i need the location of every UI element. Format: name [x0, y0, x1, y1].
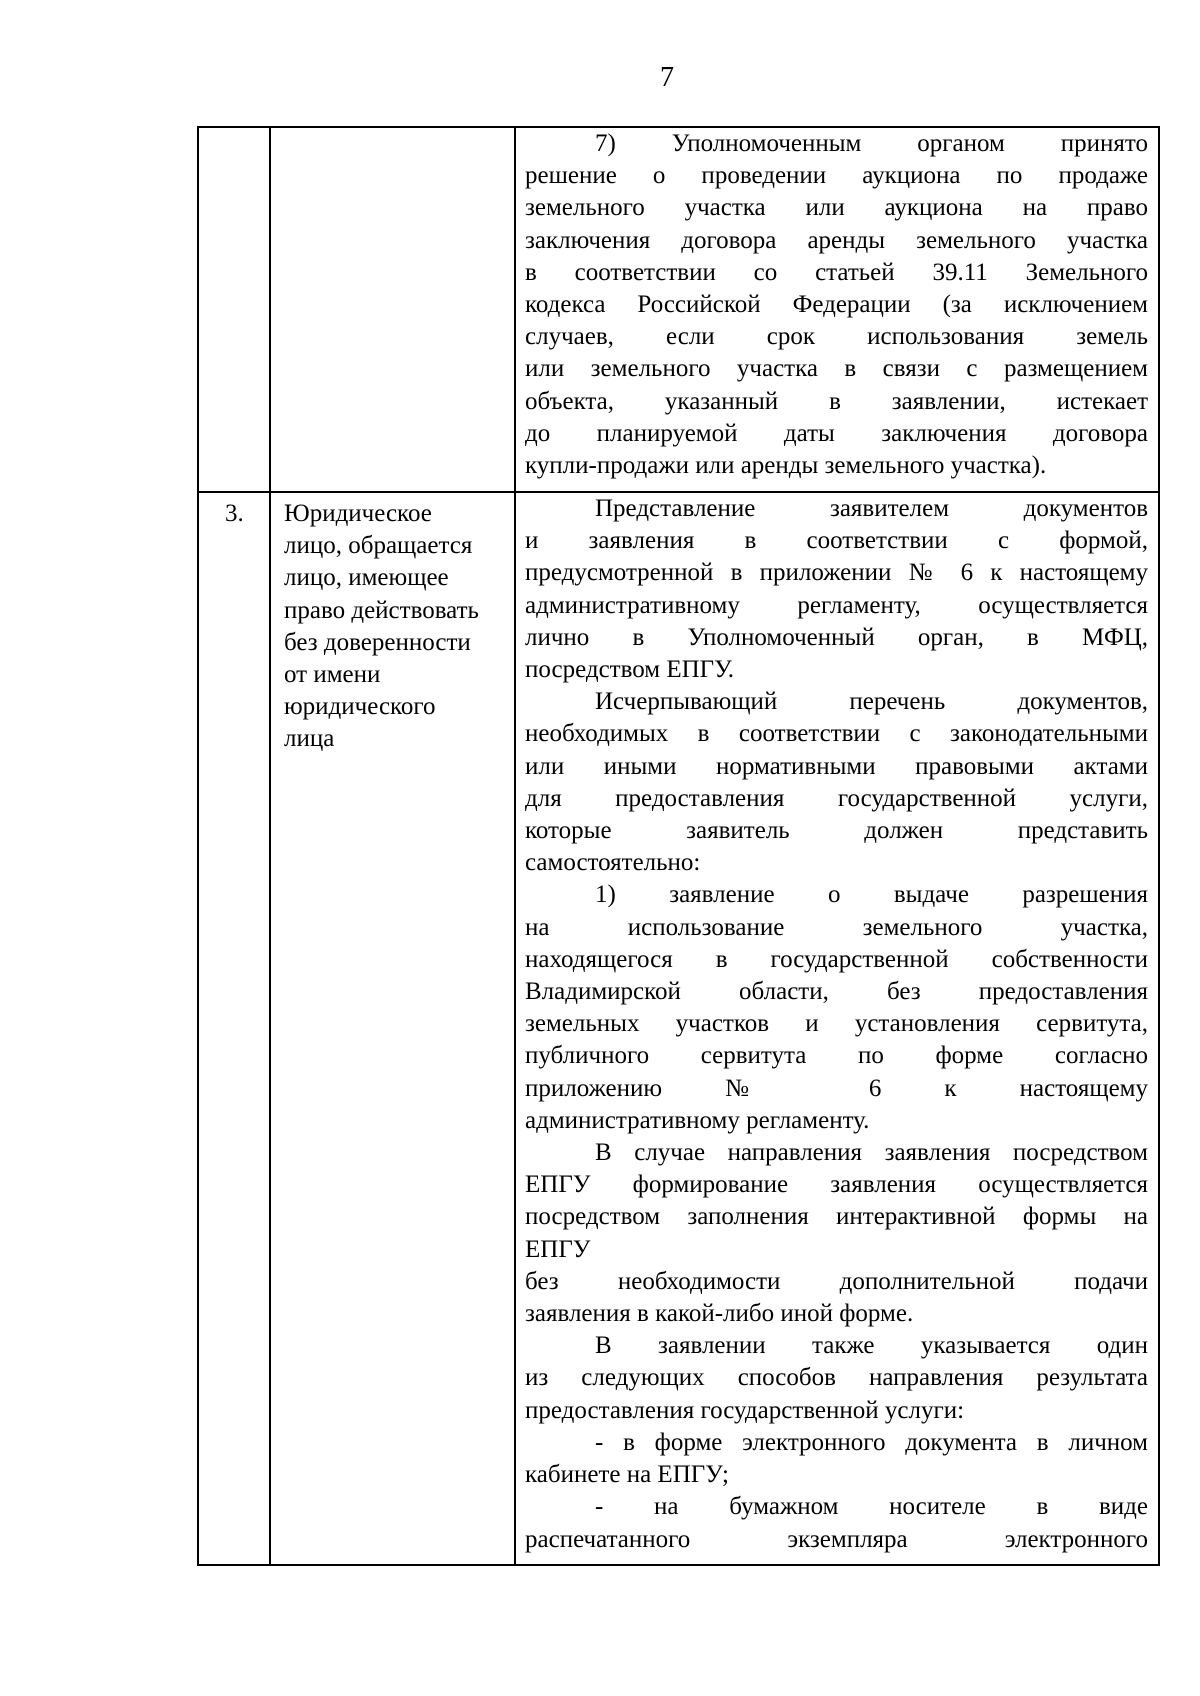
content-line: предусмотренной в приложении № 6 к настоящему [525, 559, 1148, 587]
content-line: 1) заявление о выдаче разрешения [595, 881, 1148, 909]
subject-line: право действовать [284, 596, 479, 624]
content-line: без необходимости дополнительной подачи [525, 1267, 1148, 1295]
row-number-cell: 3. [198, 492, 270, 1565]
content-text [525, 493, 1148, 1556]
subject-line: лицо, обращается [284, 532, 473, 560]
content-line: земельного участка или аукциона на право [525, 194, 1148, 222]
content-line: до планируемой даты заключения договора [525, 419, 1148, 447]
content-line: В заявлении также указывается один [595, 1332, 1148, 1360]
subject-line: лица [284, 725, 335, 753]
subject-line: Юридическое [284, 500, 432, 527]
content-line: на использование земельного участка, [525, 913, 1148, 941]
row-number-cell [198, 127, 270, 492]
content-line: заключения договора аренды земельного участка [525, 226, 1148, 254]
content-line: ЕПГУ [525, 1235, 591, 1263]
content-line: и заявления в соответствии с формой, [525, 527, 1148, 555]
content-text [525, 128, 1148, 482]
content-line: 7) Уполномоченным органом принято [595, 130, 1148, 157]
content-line: посредством ЕПГУ. [525, 656, 734, 684]
content-line: из следующих способов направления результата [525, 1364, 1148, 1392]
content-cell [515, 492, 1159, 1565]
content-line: или иными нормативными правовыми актами [525, 752, 1148, 780]
content-line: которые заявитель должен представить [525, 817, 1148, 845]
regulation-table [197, 126, 1160, 1566]
table-row [198, 127, 1159, 492]
subject-cell [270, 127, 515, 492]
subject-line: без доверенности [284, 628, 471, 656]
content-line: заявления в какой-либо иной форме. [525, 1300, 914, 1328]
content-line: Представление заявителем документов [595, 495, 1148, 522]
content-line: кодекса Российской Федерации (за исключением [525, 291, 1148, 319]
subject-line: юридического [284, 693, 436, 721]
content-line: случаев, если срок использования земель [525, 323, 1148, 351]
content-line: предоставления государственной услуги: [525, 1396, 965, 1424]
content-line: находящегося в государственной собственности [525, 945, 1148, 973]
content-line: решение о проведении аукциона по продаже [525, 162, 1148, 190]
content-line: самостоятельно: [525, 849, 701, 877]
content-line: земельных участков и установления сервитута, [525, 1010, 1148, 1038]
content-line: - в форме электронного документа в личном [595, 1428, 1148, 1456]
content-line: ЕПГУ формирование заявления осуществляется [525, 1171, 1148, 1199]
content-line: посредством заполнения интерактивной формы на [525, 1203, 1148, 1231]
subject-line: от имени [284, 661, 381, 689]
content-line: Владимирской области, без предоставления [525, 978, 1148, 1006]
content-line: административному регламенту, осуществляется [525, 591, 1148, 619]
content-line: лично в Уполномоченный орган, в МФЦ, [525, 623, 1148, 651]
subject-line: лицо, имеющее [284, 564, 449, 592]
content-line: - на бумажном носителе в виде [595, 1493, 1148, 1521]
subject-text [284, 498, 508, 756]
page-number: 7 [660, 62, 674, 93]
content-line: или земельного участка в связи с размещением [525, 355, 1148, 383]
content-line: публичного сервитута по форме согласно [525, 1042, 1148, 1070]
subject-cell [270, 492, 515, 1565]
content-line: Исчерпывающий перечень документов, [595, 688, 1148, 716]
content-line: В случае направления заявления посредством [595, 1139, 1148, 1167]
content-line: объекта, указанный в заявлении, истекает [525, 387, 1148, 415]
content-cell [515, 127, 1159, 492]
content-line: распечатанного экземпляра электронного [525, 1525, 1148, 1553]
content-line: приложению № 6 к настоящему [525, 1074, 1148, 1102]
content-line: в соответствии со статьей 39.11 Земельного [525, 258, 1148, 286]
content-line: административному регламенту. [525, 1106, 870, 1134]
content-line: купли-продажи или аренды земельного участка). [525, 452, 1047, 480]
content-line: кабинете на ЕПГУ; [525, 1461, 729, 1489]
content-line: для предоставления государственной услуги, [525, 784, 1148, 812]
content-line: необходимых в соответствии с законодательными [525, 720, 1148, 748]
table-row [198, 492, 1159, 1565]
